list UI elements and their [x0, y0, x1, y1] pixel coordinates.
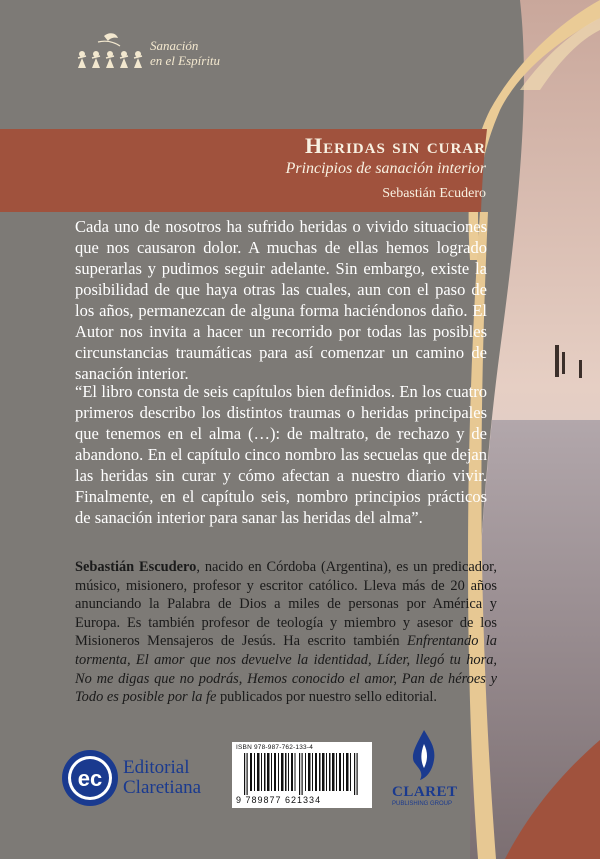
series-name — [150, 38, 220, 68]
book-title: Heridas sin curar — [305, 133, 486, 158]
publisher-name-line2: Claretiana — [123, 777, 202, 798]
book-subtitle: Principios de sanación interior — [285, 160, 486, 177]
publisher-logo — [60, 748, 240, 808]
barcode-digits: 9 789877 621334 — [236, 795, 322, 805]
book-author: Sebastián Ecudero — [382, 186, 486, 201]
ec-logo-icon — [60, 748, 120, 808]
claret-name: CLARET — [392, 784, 458, 800]
isbn-barcode — [232, 742, 372, 808]
bio-outro: publicados por nuestro sello editorial. — [216, 689, 438, 706]
dove-people-icon — [76, 32, 146, 74]
photo-pier-post — [555, 345, 559, 377]
author-bio — [75, 558, 497, 707]
flame-icon — [404, 728, 444, 782]
ec-logo-letters: ec — [77, 766, 103, 791]
publisher-name-line1: Editorial — [123, 757, 190, 778]
bio-works: Enfrentando la tormenta, El amor que nos devuelve la identidad, Líder, llegó tu hora, No me digas que no podrás, Hemos conocido el amor, Pan de héroes y Todo es posible por la fe — [75, 633, 497, 706]
isbn-label: ISBN 978-987-762-133-4 — [236, 744, 314, 751]
book-description: Cada uno de nosotros ha sufrido heridas o vivido situaciones que nos causaron dolor. A muchas de ellas hemos logrado superarlas y pudimos seguir adelante. Sin embargo, existe la posibilidad de que haya otras las cuales, aun con el paso de los años, permanezcan de alguna forma haciéndonos daño. El Autor nos invita a hacer un recorrido por todas las posibles circunstancias traumáticas para así comenzar un camino de sanación interior. — [75, 217, 487, 383]
bio-author-name: Sebastián Escudero — [75, 559, 197, 575]
bio-intro: , nacido en Córdoba (Argentina), es un predicador, músico, misionero, profesor y escritor católico. Lleva más de 20 años anunciando la Palabra de Dios a miles de personas por América y Europa. Es también profesor de teología y miembro y asesor de los Misioneros Mensajeros de Jesús. Ha escrito también — [75, 559, 497, 650]
title-block — [286, 133, 486, 203]
author-quote: “El libro consta de seis capítulos bien definidos. En los cuatro primeros describo los distintos traumas o heridas principales que tenemos en el alma (…): de maltrato, de rechazo y de abandono. En el capítulo cinco nombro las secuelas que dejan las heridas sin curar y cómo afectan a nuestro diario vivir. Finalmente, en el capítulo seis, nombro principios prácticos de sanación interior para sanar las heridas del alma”. — [75, 382, 487, 527]
series-logo — [76, 30, 236, 80]
series-name-line1: Sanación — [150, 38, 199, 53]
series-name-line2: en el Espíritu — [150, 53, 221, 68]
publisher-name — [123, 758, 201, 798]
barcode-bars — [236, 753, 368, 795]
claret-subtitle: PUBLISHING GROUP — [392, 801, 453, 807]
claret-logo — [392, 728, 456, 814]
